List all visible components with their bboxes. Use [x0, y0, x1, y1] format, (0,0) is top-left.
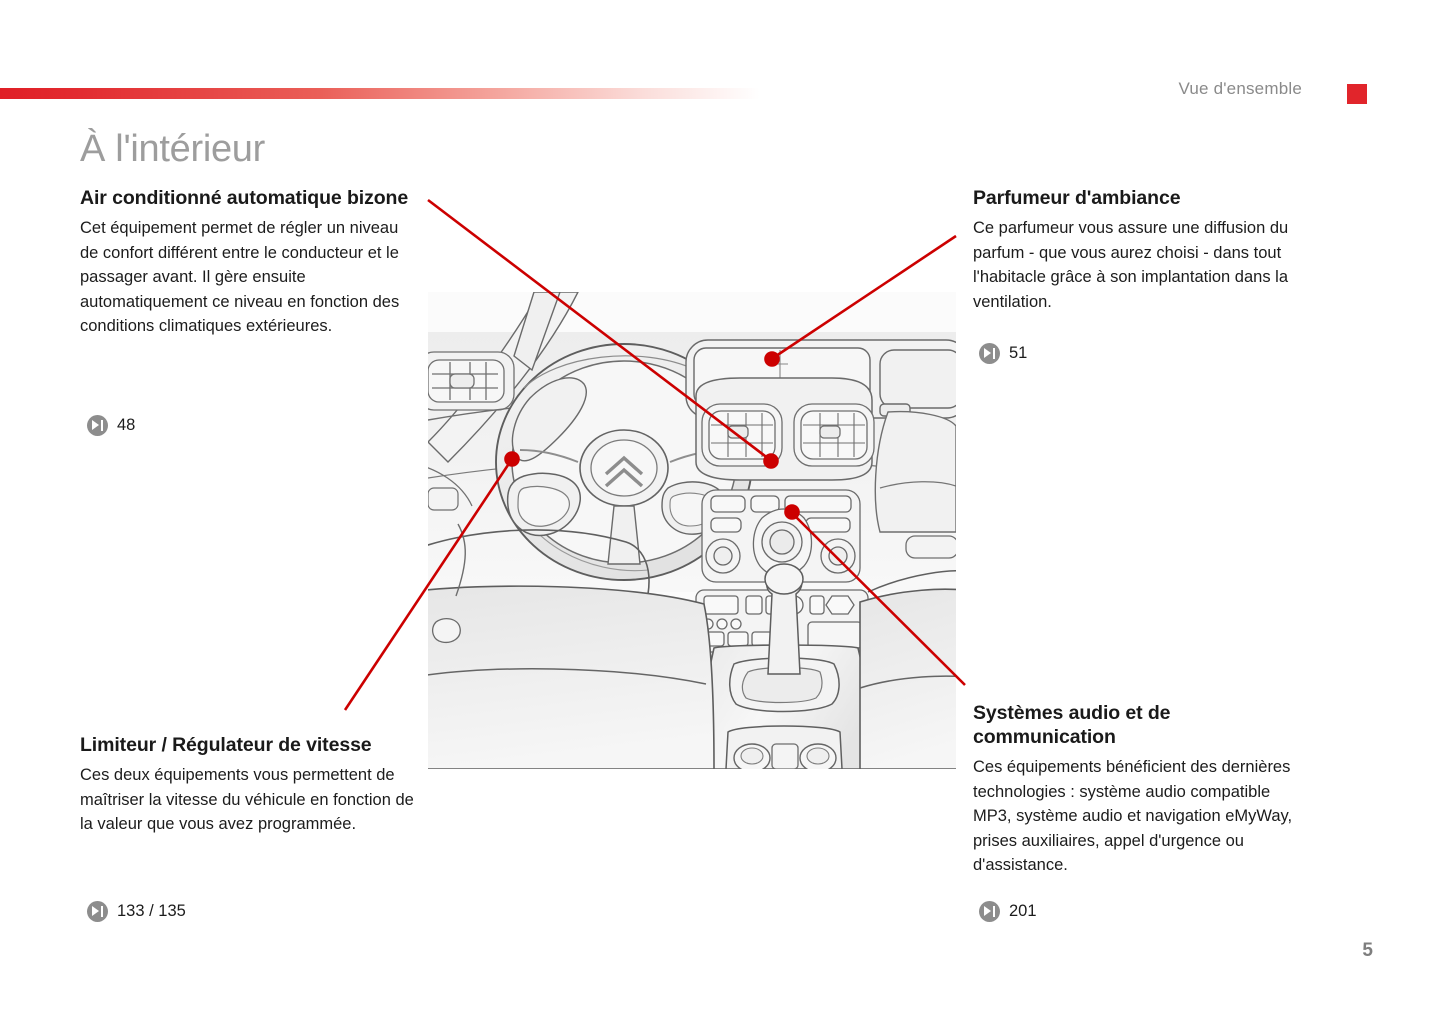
callout-air-conditionne [80, 186, 420, 339]
section-label: Vue d'ensemble [1178, 79, 1302, 98]
section-tab-marker [1347, 84, 1367, 104]
callout-body-systemes-audio: Ces équipements bénéficient des dernières technologies : système audio compatible MP3, système audio et navigation eMyWay, prises auxiliaires, appel d'urgence ou d'assistance. [973, 758, 1293, 874]
car-interior-dashboard-illustration [428, 292, 956, 769]
page-ref-parfumeur-ambiance[interactable] [979, 343, 1027, 364]
page-title: À l'intérieur [80, 128, 265, 170]
page-ref-icon [87, 415, 108, 436]
header-gradient-rule [0, 88, 760, 99]
page-number: 5 [1362, 940, 1373, 961]
page-ref-icon [87, 901, 108, 922]
page-ref-systemes-audio[interactable] [979, 901, 1037, 922]
page-ref-air-conditionne[interactable] [87, 415, 135, 436]
page-ref-number: 133 / 135 [117, 902, 186, 920]
page-ref-number: 51 [1009, 344, 1028, 362]
callout-heading-limiteur-regulateur: Limiteur / Régulateur de vitesse [80, 734, 372, 756]
callout-limiteur-regulateur [80, 733, 420, 837]
callout-body-limiteur-regulateur: Ces deux équipements vous permettent de maîtriser la vitesse du véhicule en fonction de la valeur que vous avez programmée. [80, 766, 414, 833]
page-ref-limiteur-regulateur[interactable] [87, 901, 186, 922]
callout-systemes-audio [973, 701, 1313, 878]
callout-body-parfumeur-ambiance: Ce parfumeur vous assure une diffusion du parfum - que vous aurez choisi - dans tout l'habitacle grâce à son implantation dans la ventilation. [973, 219, 1289, 311]
page-ref-icon [979, 901, 1000, 922]
callout-body-air-conditionne: Cet équipement permet de régler un niveau de confort différent entre le conducteur et le passager avant. Il gère ensuite automatiquement ce niveau en fonction des conditions climatiques extérieures. [80, 219, 400, 335]
page-ref-number: 48 [117, 416, 136, 434]
callout-heading-systemes-audio: Systèmes audio et de communication [973, 702, 1171, 748]
page-ref-icon [979, 343, 1000, 364]
callout-heading-air-conditionne: Air conditionné automatique bizone [80, 187, 409, 209]
callout-parfumeur-ambiance [973, 186, 1313, 314]
callout-heading-parfumeur-ambiance: Parfumeur d'ambiance [973, 187, 1181, 209]
page-ref-number: 201 [1009, 902, 1037, 920]
